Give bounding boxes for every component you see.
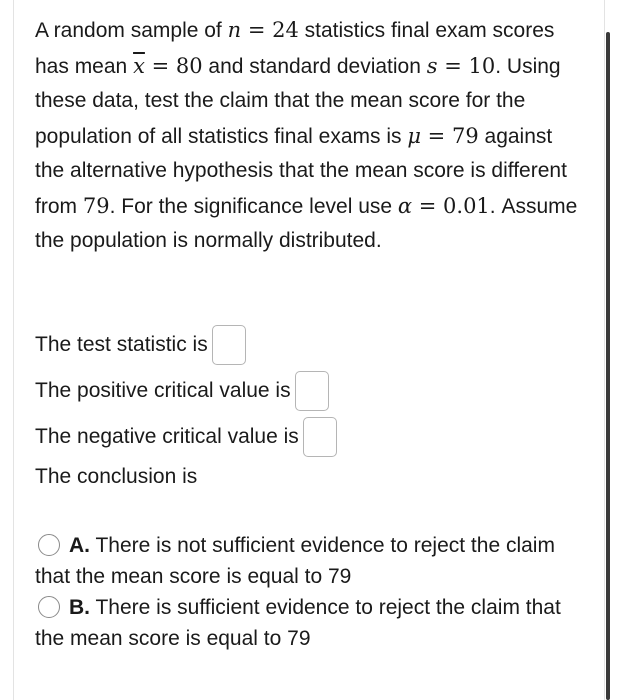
negative-critical-input[interactable]: [303, 417, 337, 457]
positive-critical-label: The positive critical value is: [35, 379, 291, 402]
option-b[interactable]: B. There is sufficient evidence to reject the claim that the mean score is equal to 79: [35, 596, 561, 650]
conclusion-row: [35, 463, 197, 491]
page-left-border: [13, 0, 14, 700]
positive-critical-row: [35, 371, 329, 411]
option-a-radio[interactable]: [38, 534, 60, 556]
conclusion-label: The conclusion is: [35, 465, 198, 488]
scrollbar[interactable]: [606, 32, 610, 700]
negative-critical-row: [35, 417, 337, 457]
positive-critical-input[interactable]: [295, 371, 329, 411]
test-statistic-label: The test statistic is: [35, 333, 208, 356]
problem-statement: A random sample of n = 24 statistics final exam scores has mean $\overline{x} = 80$ and standard deviation s = 10. Using these data, test the claim that the mean score for the population of all statistics final exams is μ = 79 against the alternative hypothesis that the mean score is different from 79. For the significance level use α = 0.01. Assume the population is normally distributed.: [35, 18, 578, 252]
negative-critical-label: The negative critical value is: [35, 425, 299, 448]
page-right-border: [604, 0, 605, 700]
test-statistic-row: [35, 325, 246, 365]
option-b-radio[interactable]: [38, 596, 60, 618]
test-statistic-input[interactable]: [212, 325, 246, 365]
option-a[interactable]: A. There is not sufficient evidence to reject the claim that the mean score is equal to 79: [35, 534, 555, 588]
